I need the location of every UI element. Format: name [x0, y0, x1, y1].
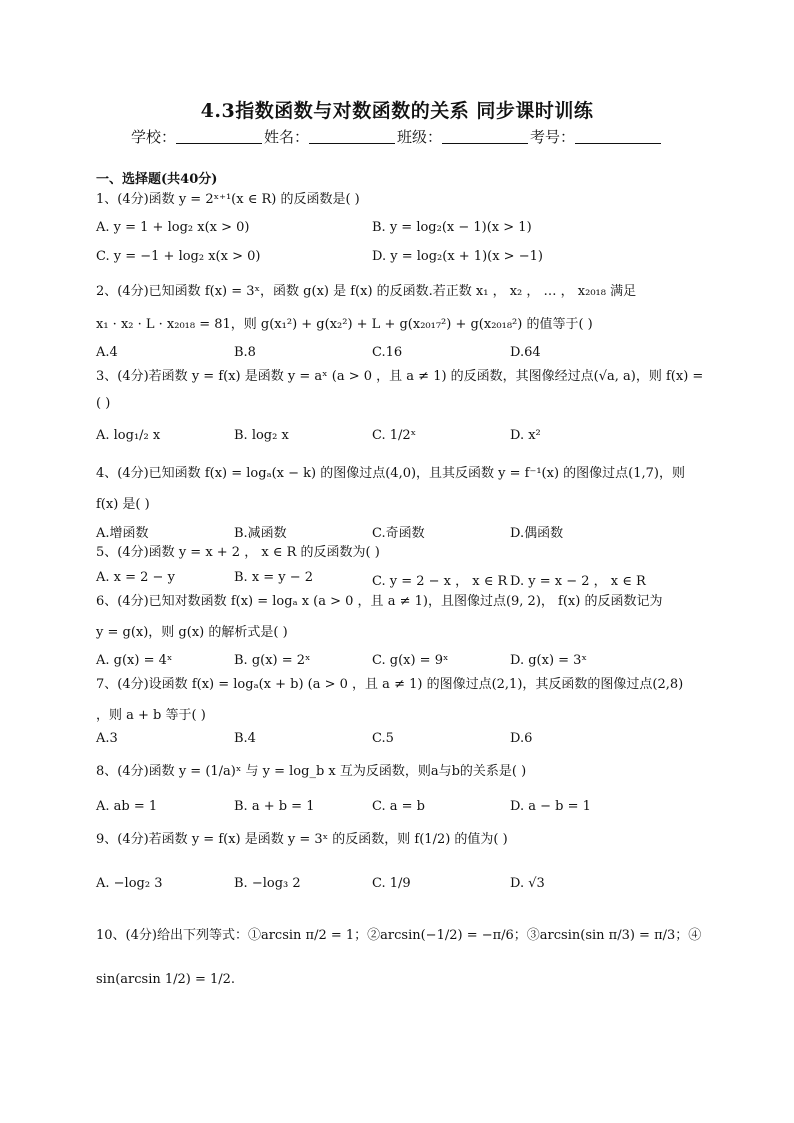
question-7-option-c[interactable]: C.5 — [372, 731, 394, 746]
question-1-stem: 1、(4分)函数 y = 2ˣ⁺¹(x ∈ R) 的反函数是( ) — [96, 192, 360, 207]
question-2-option-b[interactable]: B.8 — [234, 345, 256, 360]
question-4-option-a[interactable]: A.增函数 — [96, 526, 149, 541]
question-3-stem-continued: ( ) — [96, 396, 111, 411]
question-7-option-a[interactable]: A.3 — [96, 731, 118, 746]
question-6-option-d[interactable]: D. g(x) = 3ˣ — [510, 653, 587, 668]
class-blank[interactable] — [442, 129, 528, 144]
question-4-option-d[interactable]: D.偶函数 — [510, 526, 564, 541]
question-1-option-b[interactable]: B. y = log₂(x − 1)(x > 1) — [372, 220, 532, 235]
question-5-stem: 5、(4分)函数 y = x + 2 ， x ∈ R 的反函数为( ) — [96, 545, 380, 560]
question-3-option-b[interactable]: B. log₂ x — [234, 428, 289, 443]
question-2-option-c[interactable]: C.16 — [372, 345, 403, 360]
question-5-option-d[interactable]: D. y = x − 2 ， x ∈ R — [510, 574, 646, 589]
question-9-option-c[interactable]: C. 1/9 — [372, 876, 411, 891]
question-6-stem: 6、(4分)已知对数函数 f(x) = logₐ x (a > 0 ，且 a ≠ 1)，且图像过点(9, 2)， f(x) 的反函数记为 — [96, 594, 663, 609]
question-2-stem-continued: x₁ · x₂ · L · x₂₀₁₈ = 81，则 g(x₁²) + g(x₂²) + L + g(x₂₀₁₇²) + g(x₂₀₁₈²) 的值等于( ) — [96, 317, 593, 332]
question-1-option-c[interactable]: C. y = −1 + log₂ x(x > 0) — [96, 249, 261, 264]
question-4-option-b[interactable]: B.减函数 — [234, 526, 287, 541]
question-6-option-a[interactable]: A. g(x) = 4ˣ — [96, 653, 173, 668]
question-10-stem: 10、(4分)给出下列等式：①arcsin π/2 = 1；②arcsin(−1/2) = −π/6；③arcsin(sin π/3) = π/3；④ — [96, 928, 702, 943]
name-label: 姓名： — [263, 128, 309, 146]
class-label: 班级： — [397, 128, 443, 146]
question-6-stem-continued: y = g(x)，则 g(x) 的解析式是( ) — [96, 625, 288, 640]
question-8-stem: 8、(4分)函数 y = (1/a)ˣ 与 y = log_b x 互为反函数，则a与b的关系是( ) — [96, 764, 527, 779]
question-6-option-c[interactable]: C. g(x) = 9ˣ — [372, 653, 449, 668]
question-2-stem: 2、(4分)已知函数 f(x) = 3ˣ，函数 g(x) 是 f(x) 的反函数.若正数 x₁ ， x₂ ， … ， x₂₀₁₈ 满足 — [96, 284, 637, 299]
question-9-option-a[interactable]: A. −log₂ 3 — [96, 876, 163, 891]
question-2-option-a[interactable]: A.4 — [96, 345, 118, 360]
number-label: 考号： — [530, 128, 576, 146]
question-8-option-b[interactable]: B. a + b = 1 — [234, 799, 315, 814]
student-info-line — [0, 126, 794, 147]
question-1-option-d[interactable]: D. y = log₂(x + 1)(x > −1) — [372, 249, 543, 264]
question-3-option-d[interactable]: D. x² — [510, 428, 541, 443]
question-5-option-b[interactable]: B. x = y − 2 — [234, 570, 314, 585]
question-9-option-d[interactable]: D. √3 — [510, 876, 545, 891]
question-3-option-a[interactable]: A. log₁/₂ x — [96, 428, 161, 443]
question-9-stem: 9、(4分)若函数 y = f(x) 是函数 y = 3ˣ 的反函数，则 f(1/2) 的值为( ) — [96, 832, 508, 847]
question-4-option-c[interactable]: C.奇函数 — [372, 526, 425, 541]
question-6-option-b[interactable]: B. g(x) = 2ˣ — [234, 653, 311, 668]
school-blank[interactable] — [176, 129, 262, 144]
school-label: 学校： — [130, 128, 176, 146]
question-8-option-d[interactable]: D. a − b = 1 — [510, 799, 591, 814]
question-5-option-c[interactable]: C. y = 2 − x ， x ∈ R — [372, 574, 508, 589]
question-8-option-c[interactable]: C. a = b — [372, 799, 425, 814]
question-7-stem-continued: ，则 a + b 等于( ) — [96, 708, 206, 723]
page-title: 4.3指数函数与对数函数的关系 同步课时训练 — [200, 100, 594, 122]
question-8-option-a[interactable]: A. ab = 1 — [96, 799, 158, 814]
question-9-option-b[interactable]: B. −log₃ 2 — [234, 876, 301, 891]
question-7-option-b[interactable]: B.4 — [234, 731, 256, 746]
section-heading: 一、选择题(共40分) — [96, 172, 218, 187]
number-blank[interactable] — [575, 129, 661, 144]
question-3-stem: 3、(4分)若函数 y = f(x) 是函数 y = aˣ (a > 0 ，且 a ≠ 1) 的反函数，其图像经过点(√a, a)，则 f(x) = — [96, 369, 704, 384]
question-7-option-d[interactable]: D.6 — [510, 731, 533, 746]
question-4-stem-continued: f(x) 是( ) — [96, 497, 150, 512]
question-7-stem: 7、(4分)设函数 f(x) = logₐ(x + b) (a > 0 ，且 a ≠ 1) 的图像过点(2,1)，其反函数的图像过点(2,8) — [96, 677, 684, 692]
question-10-stem-continued: sin(arcsin 1/2) = 1/2. — [96, 972, 236, 987]
question-4-stem: 4、(4分)已知函数 f(x) = logₐ(x − k) 的图像过点(4,0)，且其反函数 y = f⁻¹(x) 的图像过点(1,7)，则 — [96, 466, 685, 481]
question-2-option-d[interactable]: D.64 — [510, 345, 541, 360]
question-3-option-c[interactable]: C. 1/2ˣ — [372, 428, 417, 443]
question-1-option-a[interactable]: A. y = 1 + log₂ x(x > 0) — [96, 220, 250, 235]
question-5-option-a[interactable]: A. x = 2 − y — [96, 570, 175, 585]
name-blank[interactable] — [309, 129, 395, 144]
